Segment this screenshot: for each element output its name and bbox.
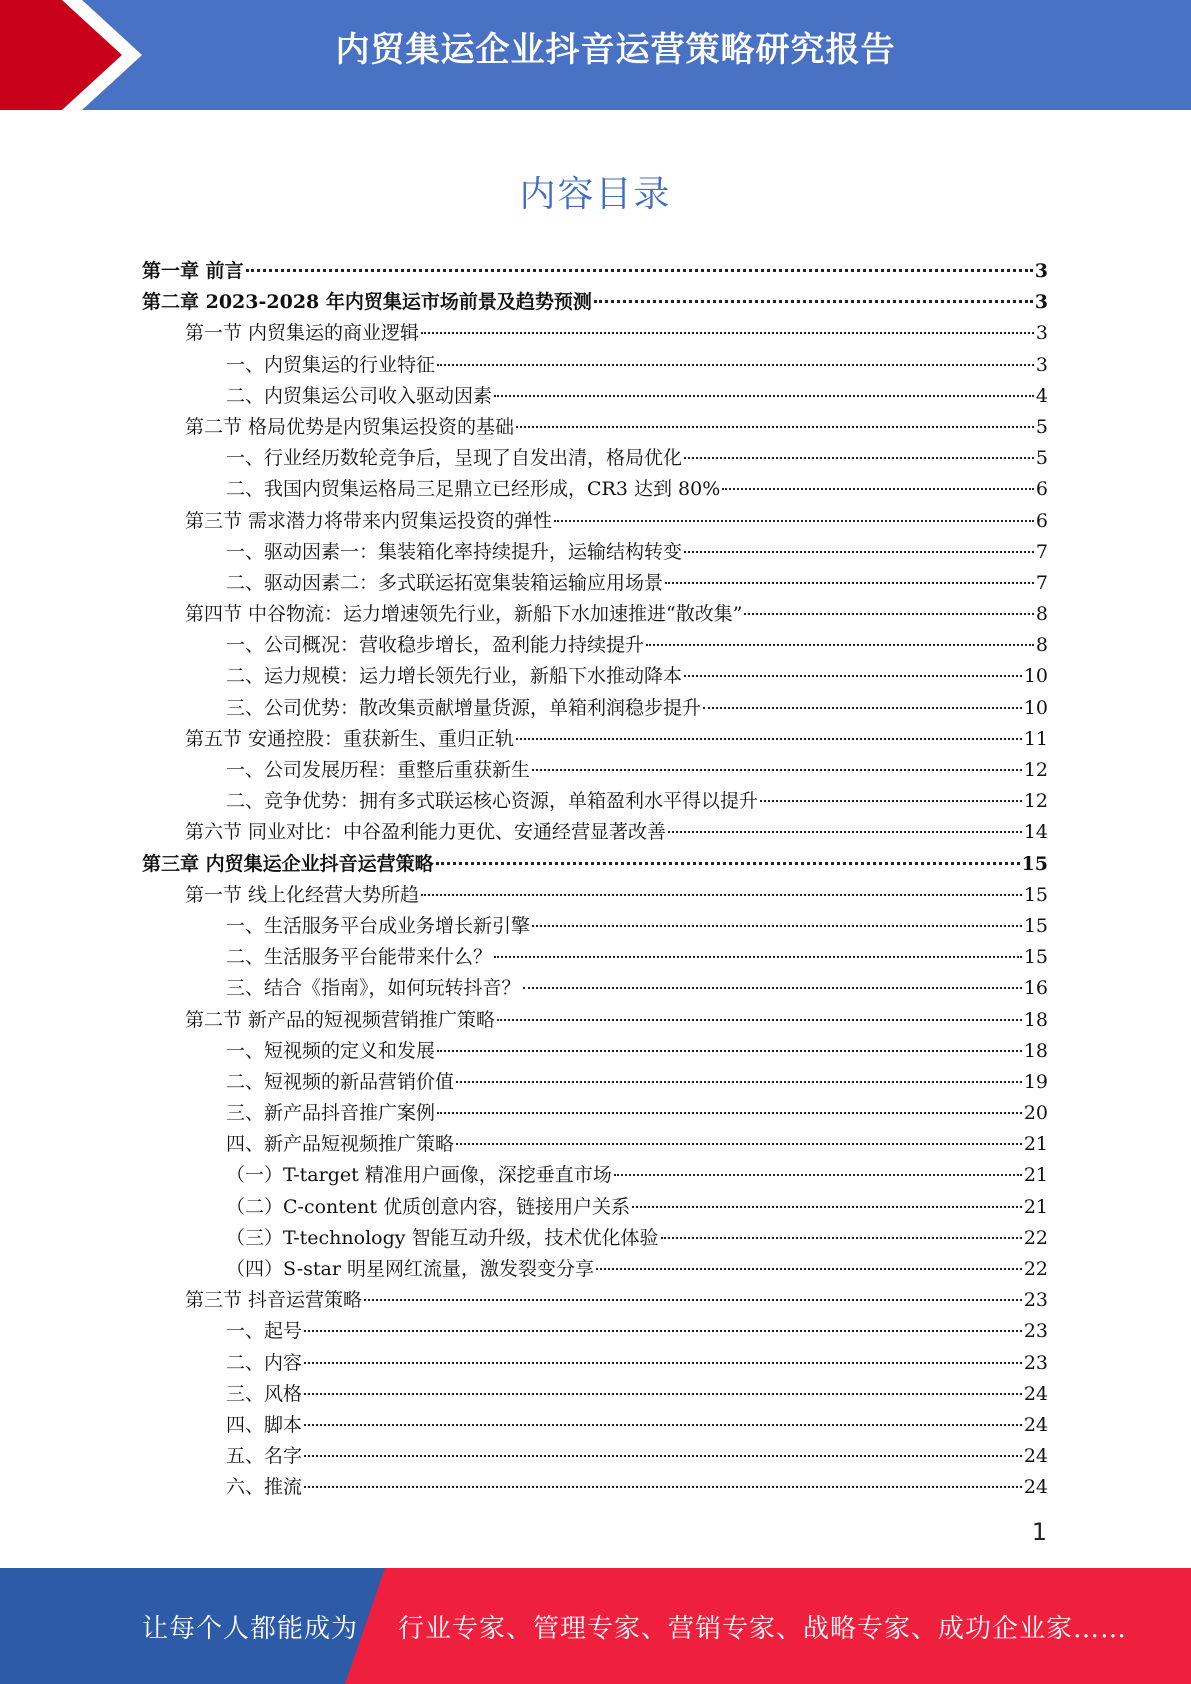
toc-entry-title: （一）T-target 精准用户画像，深挖垂直市场	[226, 1164, 612, 1187]
toc-entry-title: 五、名字	[226, 1445, 303, 1468]
toc-entry-page: 24	[1023, 1445, 1048, 1468]
toc-entry[interactable]	[142, 287, 1048, 318]
toc-entry[interactable]	[142, 599, 1048, 630]
toc-entry-title: 四、新产品短视频推广策略	[226, 1133, 455, 1156]
toc-entry-title: 一、公司发展历程：重整后重获新生	[226, 759, 531, 781]
toc-entry[interactable]	[142, 693, 1048, 724]
toc-entry-page: 16	[1023, 977, 1048, 1000]
toc-entry-title: 一、内贸集运的行业特征	[226, 353, 436, 376]
toc-entry-title: 第一节 内贸集运的商业逻辑	[185, 322, 420, 345]
header-banner	[0, 0, 1191, 110]
toc-entry-title: 第六节 同业对比：中谷盈利能力更优、安通经营显著改善	[185, 821, 667, 844]
toc-entry-page: 18	[1023, 1039, 1048, 1062]
toc-dot-leader	[421, 332, 1034, 334]
toc-dot-leader	[668, 831, 1022, 833]
toc-entry-page: 3	[1035, 353, 1048, 376]
toc-entry[interactable]	[142, 817, 1048, 848]
toc-entry-page: 3	[1035, 322, 1048, 345]
toc-entry[interactable]	[142, 880, 1048, 911]
toc-entry[interactable]	[142, 568, 1048, 599]
toc-entry-title: 第三节 抖音运营策略	[185, 1289, 363, 1312]
toc-entry[interactable]	[142, 1067, 1048, 1098]
toc-entry[interactable]	[142, 1316, 1048, 1347]
toc-entry-page: 15	[1023, 914, 1048, 937]
toc-entry-title: （二）C-content 优质创意内容，链接用户关系	[226, 1195, 631, 1218]
toc-dot-leader	[456, 1081, 1022, 1083]
toc-entry-page: 23	[1023, 1351, 1048, 1374]
toc-dot-leader	[523, 987, 1022, 989]
toc-entry[interactable]	[142, 1410, 1048, 1441]
toc-entry-page: 8	[1035, 603, 1048, 626]
toc-entry-title: 第二章 2023-2028 年内贸集运市场前景及趋势预测	[142, 291, 592, 314]
toc-entry[interactable]	[142, 1036, 1048, 1067]
toc-entry-title: （三）T-technology 智能互动升级，技术优化体验	[226, 1226, 659, 1249]
toc-dot-leader	[646, 644, 1034, 646]
toc-entry-title: 二、内贸集运公司收入驱动因素	[226, 384, 493, 407]
toc-dot-leader	[304, 1424, 1022, 1426]
toc-dot-leader	[304, 1330, 1022, 1332]
toc-entry-page: 4	[1035, 384, 1048, 407]
toc-entry-page: 15	[1021, 852, 1048, 875]
toc-dot-leader	[661, 1237, 1022, 1239]
toc-entry-title: 二、运力规模：运力增长领先行业，新船下水推动降本	[226, 665, 683, 688]
toc-dot-leader	[632, 1206, 1022, 1208]
toc-entry-title: （四）S-star 明星网红流量，激发裂变分享	[226, 1258, 594, 1280]
toc-entry-title: 第二节 新产品的短视频营销推广策略	[185, 1008, 496, 1031]
toc-entry-page: 12	[1023, 759, 1048, 781]
toc-entry[interactable]	[142, 1379, 1048, 1410]
toc-entry-page: 24	[1023, 1476, 1048, 1499]
toc-entry-title: 二、驱动因素二：多式联运拓宽集装箱运输应用场景	[226, 571, 664, 594]
toc-entry[interactable]	[142, 1129, 1048, 1160]
toc-entry-page: 21	[1023, 1133, 1048, 1156]
toc-entry[interactable]	[142, 1254, 1048, 1285]
toc-entry[interactable]	[142, 755, 1048, 786]
toc-dot-leader	[614, 1174, 1022, 1176]
footer-banner	[0, 1568, 1191, 1684]
toc-dot-leader	[304, 1486, 1022, 1488]
toc-entry-page: 11	[1023, 727, 1048, 750]
toc-entry-page: 20	[1023, 1102, 1048, 1125]
toc-dot-leader	[421, 894, 1022, 896]
toc-entry[interactable]	[142, 1192, 1048, 1223]
toc-entry-title: 三、公司优势：散改集贡献增量货源，单箱利润稳步提升	[226, 696, 702, 719]
toc-entry-title: 第四节 中谷物流：运力增速领先行业，新船下水加速推进“散改集”	[185, 603, 743, 626]
toc-entry-page: 7	[1035, 540, 1048, 563]
toc-entry-page: 12	[1023, 790, 1048, 813]
toc-dot-leader	[684, 457, 1034, 459]
toc-entry-page: 22	[1023, 1226, 1048, 1249]
table-of-contents	[142, 256, 1048, 1504]
toc-entry-title: 一、起号	[226, 1320, 303, 1343]
toc-entry-page: 7	[1035, 571, 1048, 594]
toc-entry-page: 14	[1023, 821, 1048, 844]
toc-entry[interactable]	[142, 256, 1048, 287]
toc-dot-leader	[744, 613, 1033, 615]
toc-entry-title: 一、行业经历数轮竞争后，呈现了自发出清，格局优化	[226, 447, 683, 470]
toc-entry-page: 24	[1023, 1382, 1048, 1405]
toc-entry-page: 21	[1023, 1195, 1048, 1218]
toc-entry[interactable]	[142, 381, 1048, 412]
footer-slogan-left: 让每个人都能成为	[142, 1614, 359, 1644]
toc-entry[interactable]	[142, 942, 1048, 973]
toc-dot-leader	[246, 269, 1033, 272]
report-title: 内贸集运企业抖音运营策略研究报告	[335, 30, 896, 70]
toc-dot-leader	[456, 1143, 1022, 1145]
toc-dot-leader	[437, 364, 1034, 366]
toc-entry[interactable]	[142, 1348, 1048, 1379]
toc-entry-title: 第一章 前言	[142, 260, 244, 282]
toc-dot-leader	[437, 1112, 1022, 1114]
toc-entry-page: 6	[1035, 509, 1048, 532]
toc-dot-leader	[304, 1393, 1022, 1395]
toc-entry[interactable]	[142, 537, 1048, 568]
toc-entry-page: 22	[1023, 1258, 1048, 1280]
toc-dot-leader	[516, 738, 1022, 740]
toc-entry[interactable]	[142, 1285, 1048, 1316]
toc-entry-page: 21	[1023, 1164, 1048, 1187]
toc-dot-leader	[596, 1268, 1022, 1270]
toc-entry[interactable]	[142, 849, 1048, 880]
toc-entry[interactable]	[142, 724, 1048, 755]
toc-entry-page: 5	[1035, 447, 1048, 470]
toc-entry-page: 23	[1023, 1289, 1048, 1312]
toc-entry[interactable]	[142, 1223, 1048, 1254]
toc-heading: 内容目录	[519, 174, 672, 215]
toc-dot-leader	[494, 395, 1034, 397]
footer-slogan-right: 行业专家、管理专家、营销专家、战略专家、成功企业家……	[398, 1614, 1128, 1644]
toc-entry[interactable]	[142, 350, 1048, 381]
toc-entry-page: 6	[1035, 478, 1048, 501]
toc-entry[interactable]	[142, 1098, 1048, 1129]
toc-dot-leader	[437, 1050, 1022, 1052]
toc-entry-page: 15	[1023, 946, 1048, 969]
toc-entry-title: 二、竞争优势：拥有多式联运核心资源，单箱盈利水平得以提升	[226, 790, 759, 813]
toc-entry-title: 三、新产品抖音推广案例	[226, 1102, 436, 1125]
toc-entry[interactable]	[142, 318, 1048, 349]
toc-dot-leader	[722, 488, 1034, 490]
toc-entry-title: 二、内容	[226, 1351, 303, 1374]
toc-dot-leader	[532, 769, 1022, 771]
toc-entry-title: 一、生活服务平台成业务增长新引擎	[226, 914, 531, 937]
toc-dot-leader	[684, 551, 1034, 553]
toc-entry[interactable]	[142, 1005, 1048, 1036]
toc-entry[interactable]	[142, 1441, 1048, 1472]
toc-entry-title: 二、我国内贸集运格局三足鼎立已经形成，CR3 达到 80%	[226, 478, 721, 501]
toc-entry-title: 一、公司概况：营收稳步增长，盈利能力持续提升	[226, 634, 645, 657]
toc-dot-leader	[494, 956, 1022, 958]
toc-entry[interactable]	[142, 1472, 1048, 1503]
toc-dot-leader	[665, 582, 1034, 584]
toc-entry-page: 23	[1023, 1320, 1048, 1343]
toc-dot-leader	[684, 675, 1022, 677]
toc-entry[interactable]	[142, 630, 1048, 661]
toc-dot-leader	[594, 300, 1033, 303]
toc-dot-leader	[304, 1455, 1022, 1457]
toc-entry-page: 18	[1023, 1008, 1048, 1031]
toc-dot-leader	[364, 1299, 1022, 1301]
toc-entry-page: 8	[1035, 634, 1048, 657]
toc-entry-page: 10	[1023, 696, 1048, 719]
toc-entry[interactable]	[142, 1160, 1048, 1191]
toc-dot-leader	[554, 520, 1034, 522]
toc-entry[interactable]	[142, 661, 1048, 692]
toc-dot-leader	[532, 925, 1022, 927]
toc-entry[interactable]	[142, 911, 1048, 942]
toc-entry-page: 3	[1034, 291, 1048, 314]
toc-entry[interactable]	[142, 786, 1048, 817]
toc-entry-title: 二、生活服务平台能带来什么？	[226, 946, 493, 969]
toc-entry-title: 三、结合《指南》，如何玩转抖音？	[226, 977, 521, 1000]
toc-entry-title: 二、短视频的新品营销价值	[226, 1070, 455, 1093]
toc-entry[interactable]	[142, 506, 1048, 537]
toc-entry-title: 三、风格	[226, 1382, 303, 1405]
toc-entry[interactable]	[142, 973, 1048, 1004]
toc-entry-title: 一、短视频的定义和发展	[226, 1039, 436, 1062]
toc-entry-title: 第二节 格局优势是内贸集运投资的基础	[185, 415, 515, 438]
toc-entry-title: 四、脚本	[226, 1413, 303, 1436]
toc-entry[interactable]	[142, 474, 1048, 505]
toc-entry-page: 3	[1034, 260, 1048, 282]
toc-entry-title: 第一节 线上化经营大势所趋	[185, 883, 420, 906]
toc-dot-leader	[703, 707, 1022, 709]
toc-entry-title: 第三节 需求潜力将带来内贸集运投资的弹性	[185, 509, 553, 532]
toc-entry-title: 一、驱动因素一：集装箱化率持续提升，运输结构转变	[226, 540, 683, 563]
toc-dot-leader	[760, 800, 1022, 802]
toc-entry-page: 19	[1023, 1070, 1048, 1093]
toc-entry-page: 10	[1023, 665, 1048, 688]
toc-entry-page: 24	[1023, 1413, 1048, 1436]
page-number: 1	[1031, 1518, 1047, 1546]
toc-entry-title: 第五节 安通控股：重获新生、重归正轨	[185, 727, 515, 750]
toc-dot-leader	[304, 1362, 1022, 1364]
toc-entry[interactable]	[142, 412, 1048, 443]
toc-entry[interactable]	[142, 443, 1048, 474]
toc-entry-title: 第三章 内贸集运企业抖音运营策略	[142, 852, 434, 875]
toc-dot-leader	[497, 1019, 1022, 1021]
toc-entry-page: 15	[1023, 883, 1048, 906]
toc-entry-page: 5	[1035, 415, 1048, 438]
toc-dot-leader	[436, 862, 1020, 865]
toc-entry-title: 六、推流	[226, 1476, 303, 1499]
toc-dot-leader	[516, 426, 1034, 428]
